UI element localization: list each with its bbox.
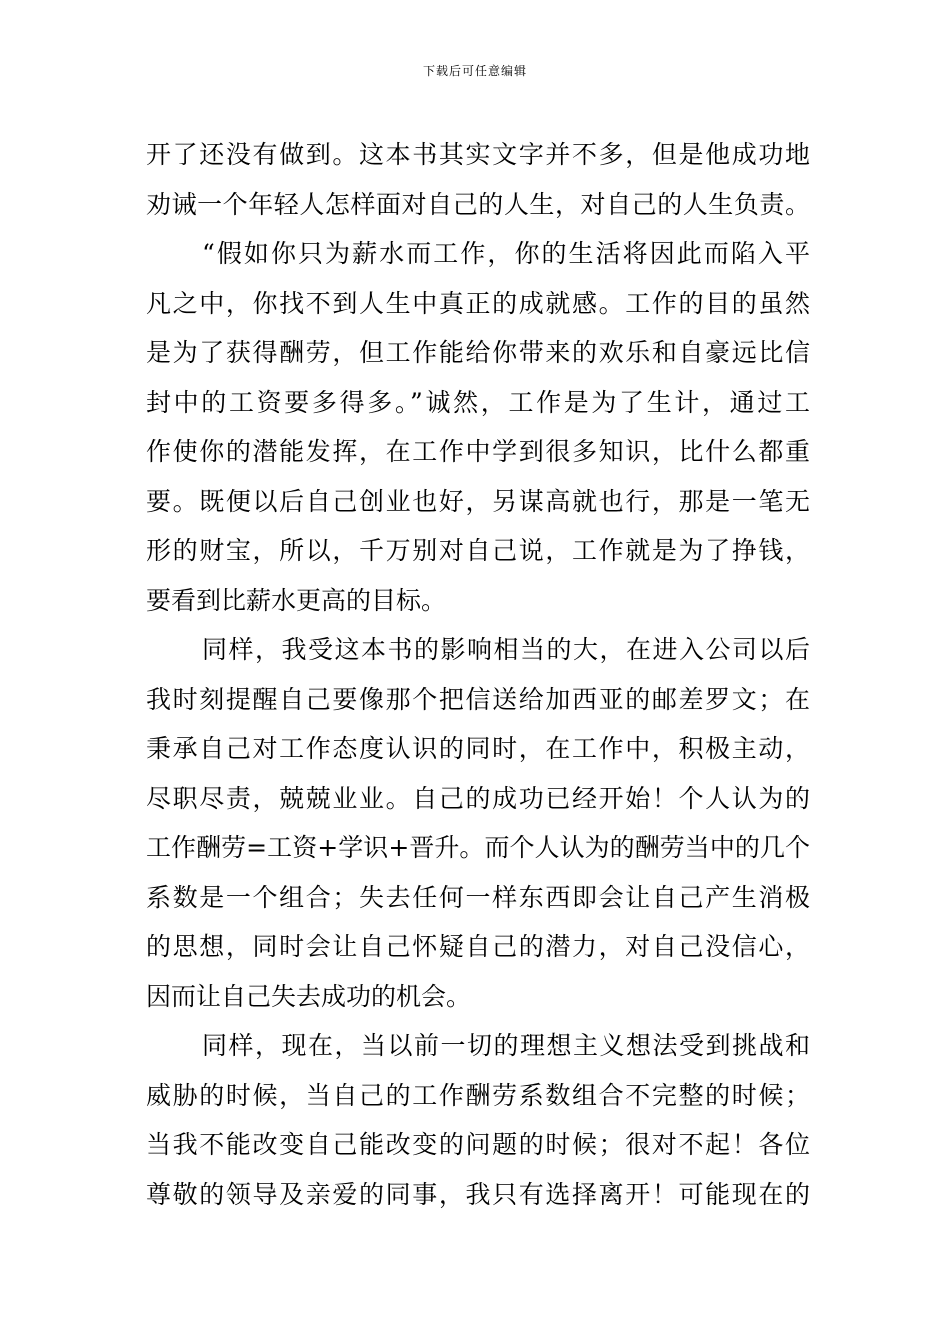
text-line: 同样，我受这本书的影响相当的大，在进入公司以后 bbox=[202, 635, 810, 664]
text-line: 是为了获得酬劳，但工作能给你带来的欢乐和自豪远比信 bbox=[146, 338, 810, 367]
text-line: 系数是一个组合；失去任何一样东西即会让自己产生消极 bbox=[146, 882, 810, 912]
text-line: 要。既便以后自己创业也好，另谋高就也行，那是一笔无 bbox=[146, 486, 810, 516]
text-line: 形的财宝，所以，千万别对自己说，工作就是为了挣钱， bbox=[146, 536, 810, 565]
text-line: 因而让自己失去成功的机会。 bbox=[146, 981, 472, 1011]
text-line: 工作酬劳=工资+学识+晋升。而个人认为的酬劳当中的几个 bbox=[146, 833, 810, 862]
text-line: 作使你的潜能发挥，在工作中学到很多知识，比什么都重 bbox=[146, 437, 810, 466]
page-header: 下载后可任意编辑 bbox=[422, 64, 527, 78]
text-line: 开了还没有做到。这本书其实文字并不多，但是他成功地 bbox=[146, 140, 810, 169]
text-line: 威胁的时候，当自己的工作酬劳系数组合不完整的时候； bbox=[146, 1080, 810, 1110]
text-line: 尽职尽责，兢兢业业。自己的成功已经开始！个人认为的 bbox=[146, 783, 810, 813]
text-line: 封中的工资要多得多。”诚然，工作是为了生计，通过工 bbox=[146, 387, 810, 417]
text-line: 尊敬的领导及亲爱的同事，我只有选择离开！可能现在的 bbox=[146, 1179, 810, 1209]
text-line: 我时刻提醒自己要像那个把信送给加西亚的邮差罗文；在 bbox=[146, 684, 810, 714]
text-line: 劝诫一个年轻人怎样面对自己的人生，对自己的人生负责。 bbox=[146, 189, 810, 219]
text-line: 秉承自己对工作态度认识的同时，在工作中，积极主动， bbox=[146, 734, 810, 763]
text-line: “假如你只为薪水而工作，你的生活将因此而陷入平 bbox=[202, 239, 810, 268]
text-line: 凡之中，你找不到人生中真正的成就感。工作的目的虽然 bbox=[146, 288, 810, 318]
text-line: 同样，现在，当以前一切的理想主义想法受到挑战和 bbox=[202, 1031, 810, 1060]
text-line: 要看到比薪水更高的目标。 bbox=[146, 585, 447, 615]
text-line: 当我不能改变自己能改变的问题的时候；很对不起！各位 bbox=[146, 1130, 810, 1159]
document-body bbox=[146, 130, 810, 1219]
text-line: 的思想，同时会让自己怀疑自己的潜力，对自己没信心， bbox=[146, 932, 810, 961]
